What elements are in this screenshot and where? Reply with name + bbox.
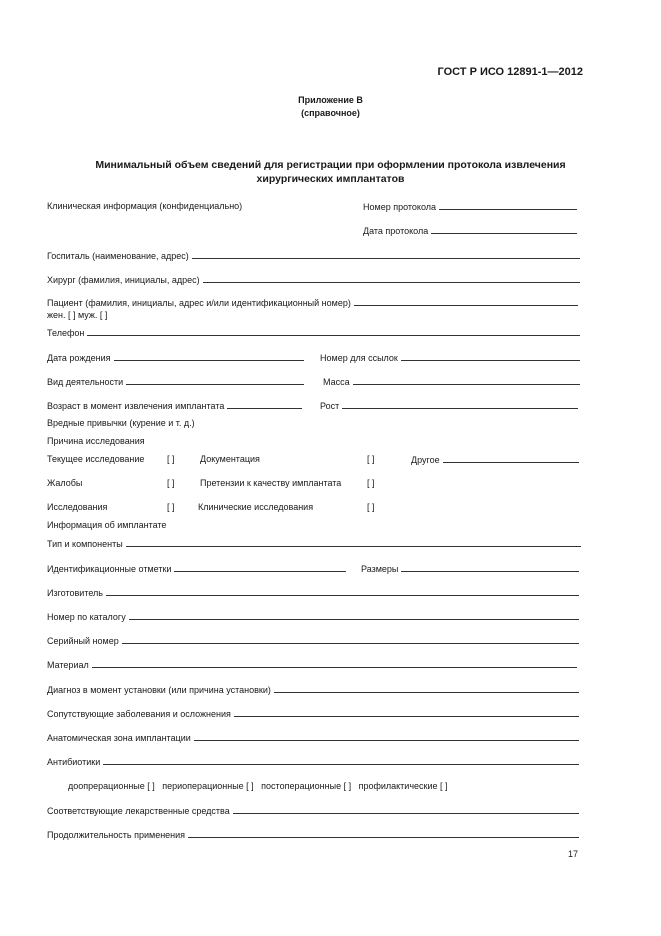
diagnosis-field[interactable] (47, 683, 579, 696)
hospital-line[interactable] (192, 249, 580, 259)
age-at-removal-line[interactable] (227, 399, 302, 409)
protocol-number-field[interactable] (363, 200, 577, 213)
weight-field[interactable] (323, 375, 580, 388)
protocol-number-label: Номер протокола (363, 202, 437, 212)
other-label: Другое (411, 455, 440, 465)
height-label: Рост (320, 401, 340, 411)
activity-line[interactable] (126, 375, 304, 385)
birth-date-line[interactable] (114, 351, 305, 361)
sex-options[interactable]: жен. [ ] муж. [ ] (47, 310, 108, 320)
patient-field[interactable] (47, 296, 578, 309)
phone-field[interactable] (47, 326, 580, 339)
anatomic-zone-line[interactable] (194, 731, 579, 741)
reference-number-field[interactable] (320, 351, 580, 364)
duration-field[interactable] (47, 828, 579, 841)
other-line[interactable] (443, 453, 579, 463)
protocol-date-field[interactable] (363, 224, 577, 237)
documentation-checkbox[interactable]: [ ] (367, 454, 375, 464)
form-title-line2: хирургических имплантатов (256, 173, 405, 185)
diagnosis-label: Диагноз в момент установки (или причина установки) (47, 685, 271, 695)
document-code: ГОСТ Р ИСО 12891-1—2012 (437, 66, 583, 78)
surgeon-field[interactable] (47, 273, 580, 286)
annex-type: (справочное) (301, 108, 360, 118)
manufacturer-line[interactable] (106, 586, 579, 596)
weight-label: Масса (323, 377, 350, 387)
manufacturer-label: Изготовитель (47, 588, 103, 598)
duration-line[interactable] (188, 828, 579, 838)
serial-number-label: Серийный номер (47, 636, 119, 646)
catalog-number-line[interactable] (129, 610, 579, 620)
protocol-number-line[interactable] (439, 200, 577, 210)
antibiotics-field[interactable] (47, 755, 579, 768)
reference-number-label: Номер для ссылок (320, 353, 398, 363)
comorbidities-field[interactable] (47, 707, 579, 720)
manufacturer-field[interactable] (47, 586, 579, 599)
patient-line[interactable] (354, 296, 578, 306)
drugs-label: Соответствующие лекарственные средства (47, 806, 230, 816)
antibiotics-line[interactable] (103, 755, 579, 765)
drugs-field[interactable] (47, 804, 579, 817)
studies-label: Исследования (47, 502, 108, 512)
material-label: Материал (47, 660, 89, 670)
activity-field[interactable] (47, 375, 304, 388)
age-at-removal-label: Возраст в момент извлечения имплантата (47, 401, 225, 411)
type-components-line[interactable] (126, 537, 581, 547)
current-study-label: Текущее исследование (47, 454, 145, 464)
current-study-checkbox[interactable]: [ ] (167, 454, 175, 464)
surgeon-line[interactable] (203, 273, 580, 283)
height-line[interactable] (342, 399, 578, 409)
habits-label: Вредные привычки (курение и т. д.) (47, 418, 195, 428)
complaints-label: Жалобы (47, 478, 83, 488)
other-field[interactable] (411, 453, 579, 466)
reference-number-line[interactable] (401, 351, 580, 361)
material-field[interactable] (47, 658, 577, 671)
clinical-studies-label: Клинические исследования (198, 502, 314, 512)
annex-label: Приложение В (298, 95, 363, 105)
serial-number-field[interactable] (47, 634, 579, 647)
antibiotics-label: Антибиотики (47, 757, 101, 767)
birth-date-label: Дата рождения (47, 353, 111, 363)
protocol-date-line[interactable] (431, 224, 577, 234)
complaints-checkbox[interactable]: [ ] (167, 478, 175, 488)
birth-date-field[interactable] (47, 351, 304, 364)
protocol-date-label: Дата протокола (363, 226, 429, 236)
activity-label: Вид деятельности (47, 377, 124, 387)
comorbidities-line[interactable] (234, 707, 579, 717)
type-components-field[interactable] (47, 537, 581, 550)
height-field[interactable] (320, 399, 578, 412)
phone-label: Телефон (47, 328, 85, 338)
catalog-number-field[interactable] (47, 610, 579, 623)
surgeon-label: Хирург (фамилия, инициалы, адрес) (47, 275, 200, 285)
drugs-line[interactable] (233, 804, 579, 814)
catalog-number-label: Номер по каталогу (47, 612, 126, 622)
page-number: 17 (567, 849, 578, 859)
patient-label: Пациент (фамилия, инициалы, адрес и/или идентификационный номер) (47, 298, 351, 308)
anatomic-zone-label: Анатомическая зона имплантации (47, 733, 191, 743)
id-marks-field[interactable] (47, 562, 346, 575)
id-marks-line[interactable] (174, 562, 346, 572)
material-line[interactable] (92, 658, 577, 668)
comorbidities-label: Сопутствующие заболевания и осложнения (47, 709, 231, 719)
form-title-line1: Минимальный объем сведений для регистрации при оформлении протокола извлечения (95, 159, 566, 171)
phone-line[interactable] (87, 326, 580, 336)
sizes-line[interactable] (401, 562, 579, 572)
duration-label: Продолжительность применения (47, 830, 186, 840)
clinical-studies-checkbox[interactable]: [ ] (367, 502, 375, 512)
quality-claims-label: Претензии к качеству имплантата (200, 478, 342, 488)
type-components-label: Тип и компоненты (47, 539, 123, 549)
diagnosis-line[interactable] (274, 683, 579, 693)
age-at-removal-field[interactable] (47, 399, 302, 412)
documentation-label: Документация (200, 454, 260, 464)
weight-line[interactable] (353, 375, 580, 385)
antibiotic-options[interactable]: доопрерационные [ ] периоперационные [ ] постоперационные [ ] профилактические [ ] (68, 781, 448, 791)
clinical-info-label: Клиническая информация (конфиденциально) (47, 201, 243, 211)
sizes-field[interactable] (361, 562, 579, 575)
implant-info-label: Информация об имплантате (47, 520, 167, 530)
id-marks-label: Идентификационные отметки (47, 564, 172, 574)
hospital-field[interactable] (47, 249, 580, 262)
quality-claims-checkbox[interactable]: [ ] (367, 478, 375, 488)
hospital-label: Госпиталь (наименование, адрес) (47, 251, 189, 261)
serial-number-line[interactable] (122, 634, 579, 644)
sizes-label: Размеры (361, 564, 399, 574)
studies-checkbox[interactable]: [ ] (167, 502, 175, 512)
study-reason-label: Причина исследования (47, 436, 145, 446)
anatomic-zone-field[interactable] (47, 731, 579, 744)
